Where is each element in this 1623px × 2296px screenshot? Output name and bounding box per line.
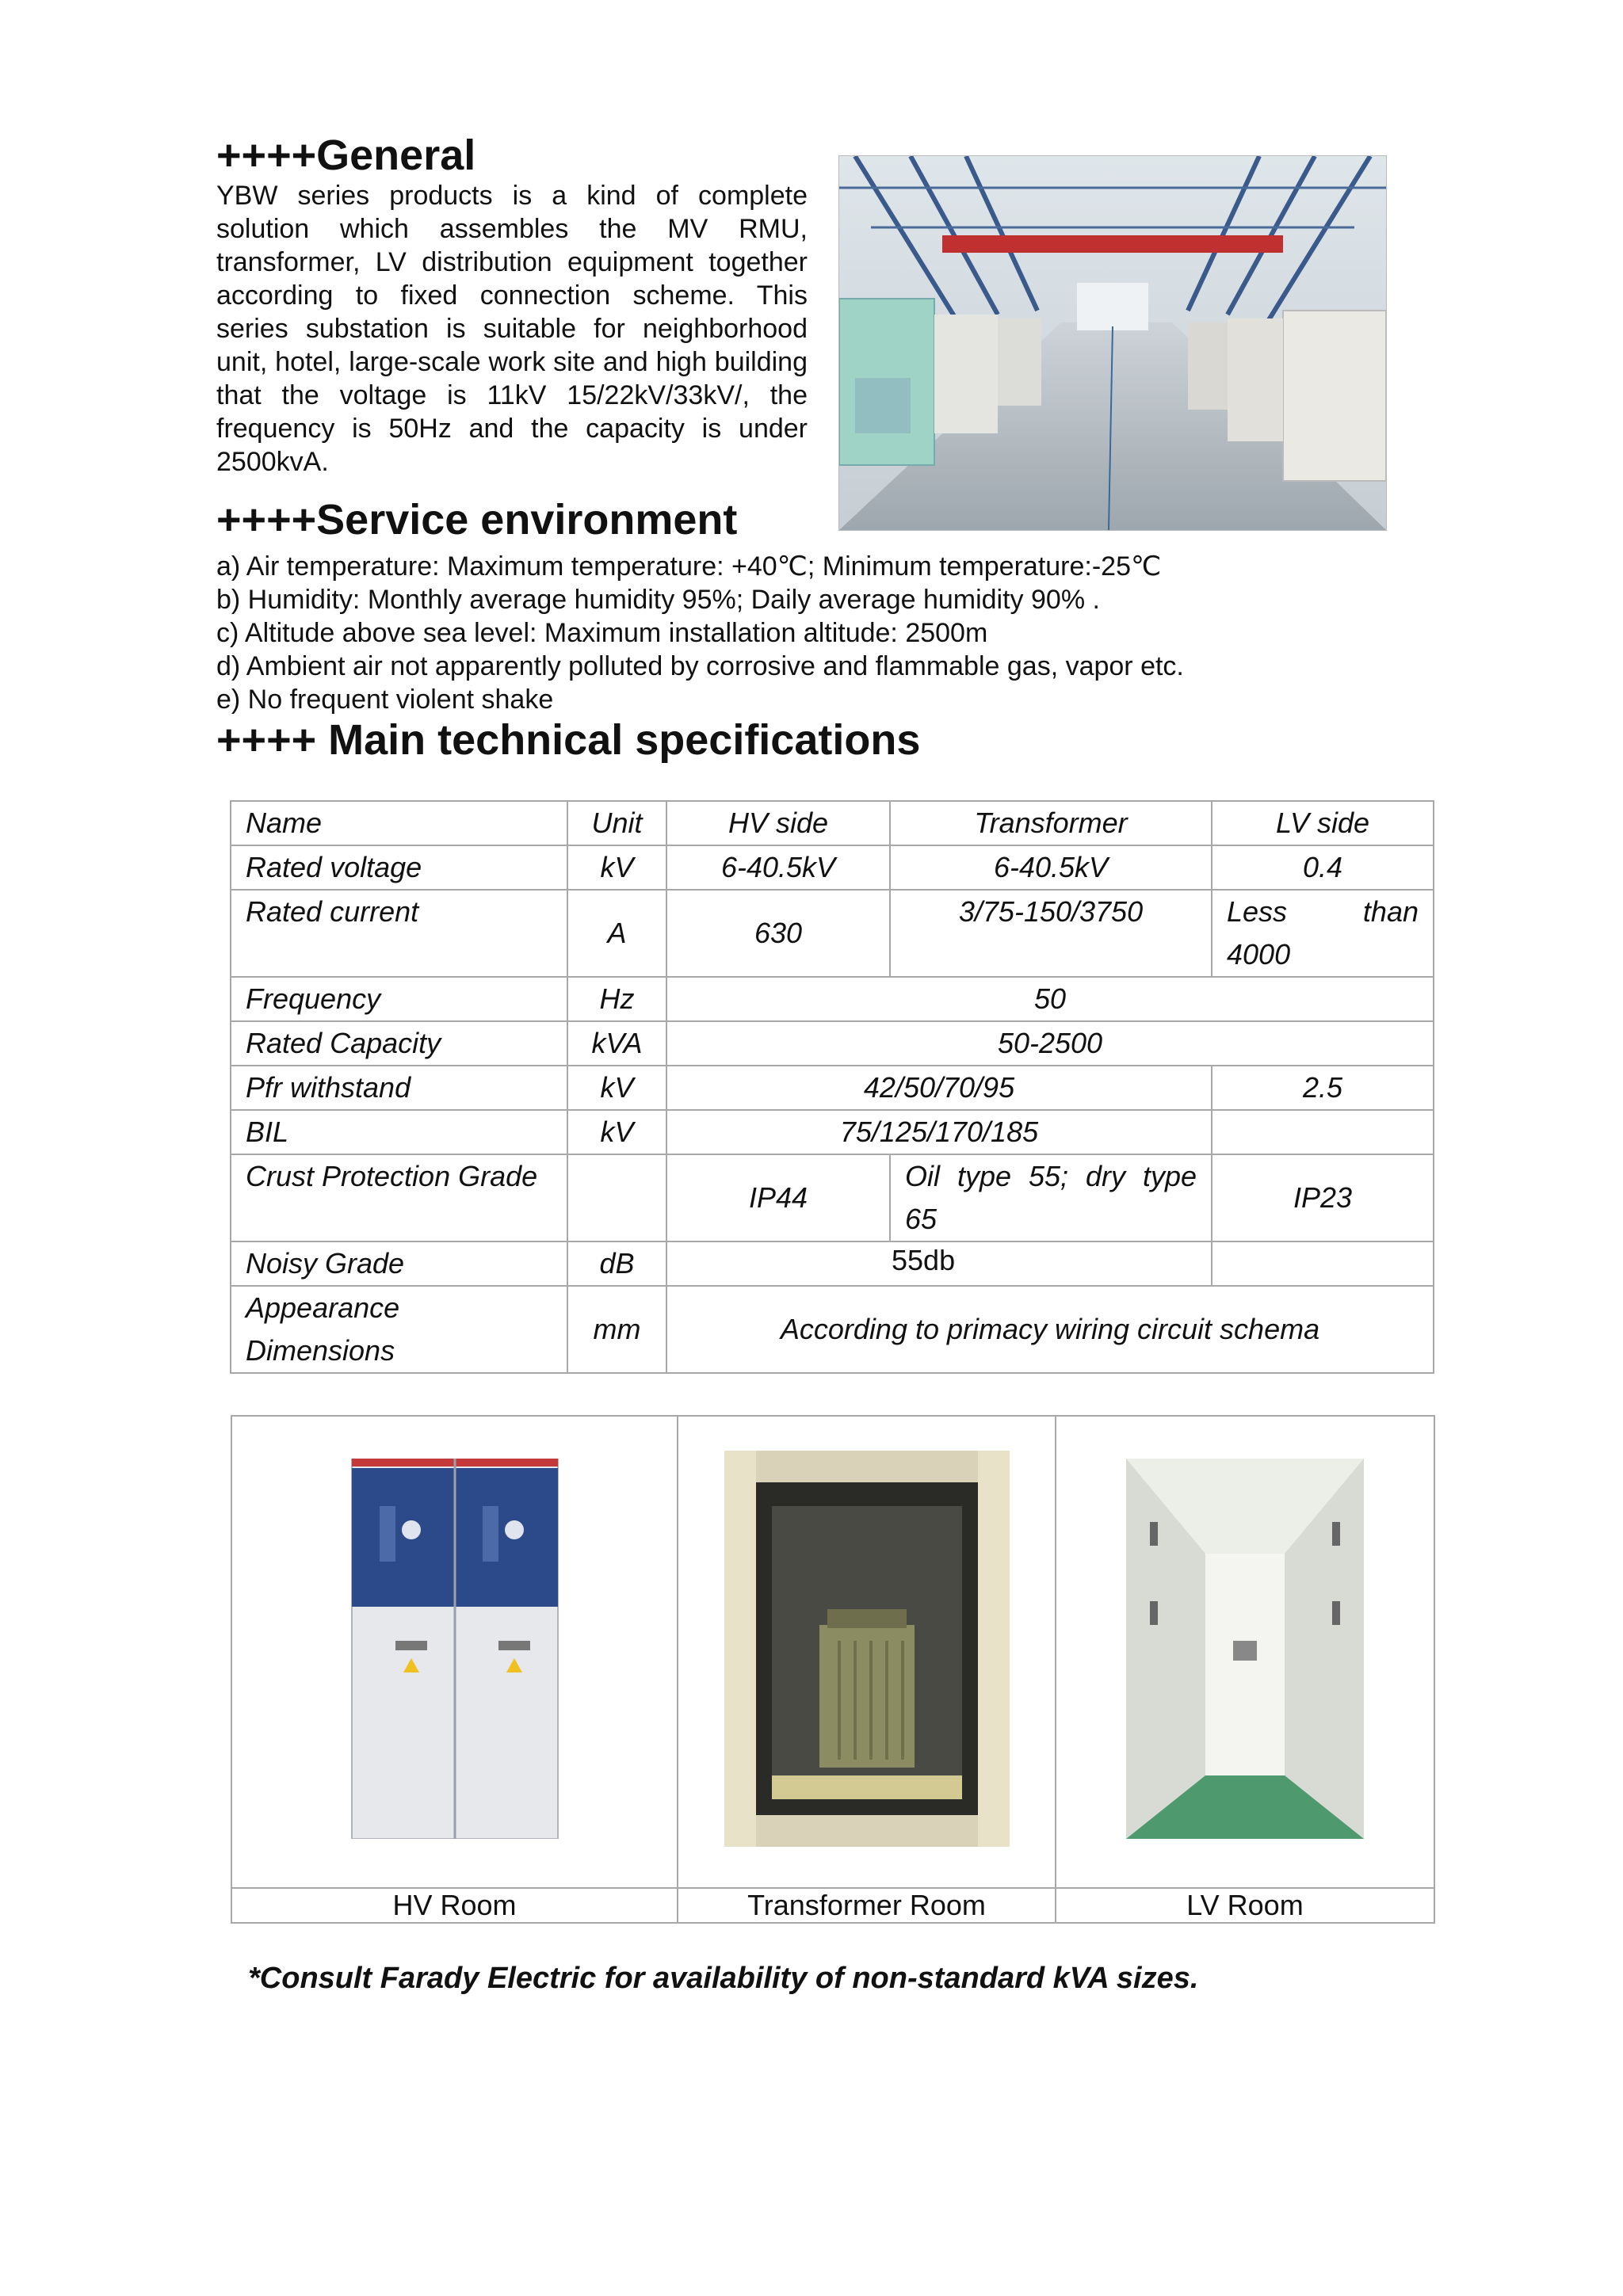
table-cell: 50 (666, 977, 1434, 1021)
table-cell: Noisy Grade (231, 1241, 567, 1286)
table-row (231, 1888, 1434, 1923)
table-cell: Frequency (231, 977, 567, 1021)
table-header: Transformer (890, 801, 1212, 845)
table-cell: Rated Capacity (231, 1021, 567, 1066)
table-header: HV side (666, 801, 890, 845)
footnote: *Consult Farady Electric for availability of non-standard kVA sizes. (248, 1962, 1199, 1995)
table-row (231, 845, 1434, 890)
table-cell (1212, 1110, 1434, 1154)
table-cell: 50-2500 (666, 1021, 1434, 1066)
hv-room-photo (336, 1459, 574, 1839)
rooms-table (231, 1415, 1435, 1924)
table-row (231, 1154, 1434, 1241)
service-heading: ++++Service environment (216, 496, 738, 543)
table-row (231, 977, 1434, 1021)
specs-heading: ++++ Main technical specifications (216, 716, 921, 764)
table-cell: A (567, 890, 666, 977)
room-label-lv: LV Room (1056, 1888, 1434, 1923)
table-header: Name (231, 801, 567, 845)
factory-hall-photo (838, 155, 1387, 531)
table-row (231, 1416, 1434, 1888)
table-row (231, 1286, 1434, 1373)
table-row (231, 1241, 1434, 1286)
table-cell: BIL (231, 1110, 567, 1154)
table-cell: 0.4 (1212, 845, 1434, 890)
table-row (231, 1110, 1434, 1154)
table-cell: 6-40.5kV (666, 845, 890, 890)
table-cell: Appearance Dimensions (231, 1286, 567, 1373)
table-row (231, 801, 1434, 845)
table-cell: IP44 (666, 1154, 890, 1241)
table-cell: According to primacy wiring circuit schema (666, 1286, 1434, 1373)
lv-room-photo (1126, 1459, 1364, 1839)
lv-current-text: Less than 4000 (1227, 895, 1419, 971)
transformer-room-photo (724, 1451, 1010, 1847)
crust-transformer: Oil type 55; dry type 65 (905, 1160, 1197, 1235)
table-cell: Rated voltage (231, 845, 567, 890)
table-cell: Pfr withstand (231, 1066, 567, 1110)
lv-room-photo-cell (1056, 1416, 1434, 1888)
table-cell: kV (567, 1066, 666, 1110)
table-cell: Hz (567, 977, 666, 1021)
service-item: d) Ambient air not apparently polluted by corrosive and flammable gas, vapor etc. (216, 651, 1184, 681)
table-row (231, 1066, 1434, 1110)
transformer-room-photo-cell (678, 1416, 1056, 1888)
table-cell (890, 1154, 1212, 1241)
table-cell: IP23 (1212, 1154, 1434, 1241)
table-cell (1212, 890, 1434, 977)
table-row (231, 890, 1434, 977)
table-cell: 75/125/170/185 (666, 1110, 1212, 1154)
table-cell: kVA (567, 1021, 666, 1066)
table-cell: 42/50/70/95 (666, 1066, 1212, 1110)
service-item: c) Altitude above sea level: Maximum installation altitude: 2500m (216, 618, 988, 648)
table-cell: 55db (666, 1241, 1212, 1286)
table-cell (1212, 1241, 1434, 1286)
table-cell: mm (567, 1286, 666, 1373)
table-cell: kV (567, 1110, 666, 1154)
table-row (231, 1021, 1434, 1066)
crust-label: Crust Protection Grade (246, 1160, 538, 1192)
table-cell: 6-40.5kV (890, 845, 1212, 890)
table-cell: dB (567, 1241, 666, 1286)
general-heading: ++++General (216, 132, 476, 179)
spec-table (230, 800, 1434, 1374)
table-cell: 630 (666, 890, 890, 977)
service-item: b) Humidity: Monthly average humidity 95%; Daily average humidity 90% . (216, 585, 1100, 615)
hv-room-photo-cell (231, 1416, 678, 1888)
room-label-hv: HV Room (231, 1888, 678, 1923)
table-cell: 3/75-150/3750 (890, 890, 1212, 977)
table-cell: kV (567, 845, 666, 890)
service-item: a) Air temperature: Maximum temperature: +40℃; Minimum temperature:-25℃ (216, 551, 1162, 582)
table-header: LV side (1212, 801, 1434, 845)
general-text: YBW series products is a kind of complete solution which assembles the MV RMU, transformer, LV distribution equipment together according to fixed connection scheme. This series substation is suitable for neighborhood unit, hotel, large-scale work site and high building that the voltage is 11kV 15/22kV/33kV/, the frequency is 50Hz and the capacity is under 2500kvA. (216, 181, 808, 477)
service-list (216, 550, 1405, 716)
table-cell (231, 1154, 567, 1241)
table-cell: Rated current (231, 890, 567, 977)
service-item: e) No frequent violent shake (216, 685, 554, 715)
table-cell: 2.5 (1212, 1066, 1434, 1110)
table-cell (567, 1154, 666, 1241)
room-label-transformer: Transformer Room (678, 1888, 1056, 1923)
table-header: Unit (567, 801, 666, 845)
